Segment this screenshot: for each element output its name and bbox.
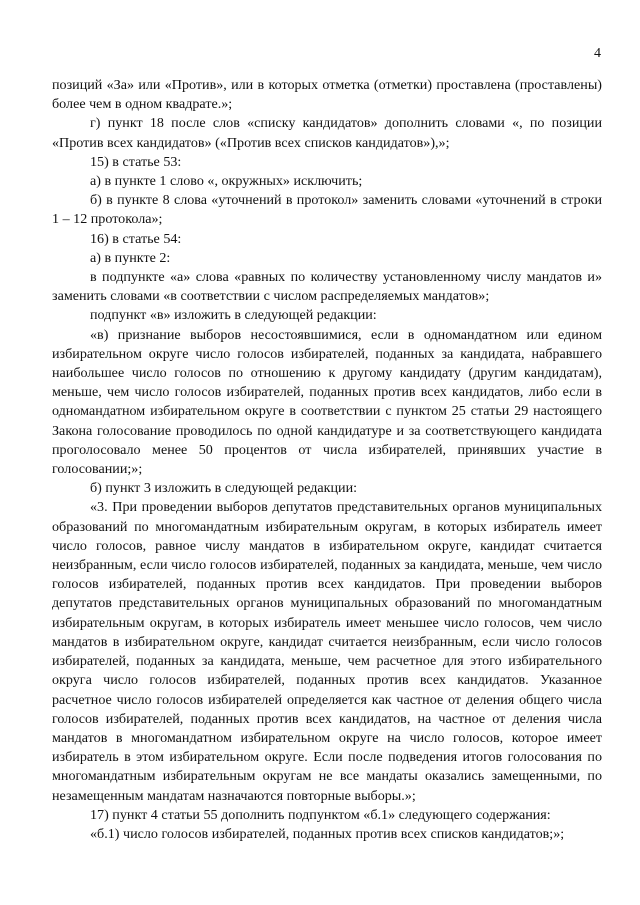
paragraph: «в) признание выборов несостоявшимися, если в одномандатном или едином избирательном округе число голосов избирателей, поданных за кандидата, набравшего наибольшее число голосов по отношению к другому кандидату (другим кандидатам), меньше, чем число голосов избирателей, поданных против всех кандидатов, либо если в одномандатном избирательном округе в соответствии с пунктом 25 статьи 29 настоящего Закона голосование проводилось по одной кандидатуре и за соответствующего кандидата проголосовало менее 50 процентов от числа избирателей, принявших участие в голосовании;»;	[52, 326, 602, 478]
paragraph: а) в пункте 2:	[90, 249, 171, 266]
document-body	[52, 76, 602, 844]
paragraph: позиций «За» или «Против», или в которых отметка (отметки) проставлена (проставлены) более чем в одном квадрате.»;	[52, 77, 602, 113]
page-number: 4	[594, 46, 601, 61]
paragraph: в подпункте «а» слова «равных по количеству установленному числу мандатов и» заменить словами «в соответствии с числом распределяемых мандатов»;	[52, 269, 602, 305]
paragraph: г) пункт 18 после слов «списку кандидатов» дополнить словами «, по позиции «Против всех кандидатов» («Против всех списков кандидатов»),»;	[52, 115, 602, 151]
paragraph: 17) пункт 4 статьи 55 дополнить подпунктом «б.1» следующего содержания:	[90, 806, 551, 823]
paragraph: подпункт «в» изложить в следующей редакции:	[90, 307, 377, 324]
paragraph: «3. При проведении выборов депутатов представительных органов муниципальных образований по многомандатным избирательным округам, в которых избиратель имеет число голосов, равное числу мандатов в избирательном округе, кандидат считается неизбранным, если число голосов избирателей, поданных за кандидата, меньше, чем число голосов избирателей, поданных против всех кандидатов. При проведении выборов депутатов представительных органов муниципальных образований по многомандатным избирательным округам, в которых избиратель имеет меньшее число голосов, чем число мандатов в избирательном округе, кандидат считается неизбранным, если число голосов избирателей, поданных за кандидата, меньше, чем расчетное для этого избирательного округа число голосов избирателей, поданных против всех кандидатов. Указанное расчетное число голосов избирателей определяется как частное от деления общего числа голосов избирателей, поданных против всех кандидатов, на частное от деления числа мандатов в многомандатном избирательном округе на число голосов, которое имеет избиратель в этом избирательном округе. Если после подведения итогов голосования по многомандатным избирательным округам не все мандаты оказались замещенными, по незамещенным мандатам назначаются повторные выборы.»;	[52, 499, 602, 804]
paragraph: 15) в статье 53:	[90, 153, 182, 170]
paragraph: «б.1) число голосов избирателей, поданных против всех списков кандидатов;»;	[90, 825, 565, 842]
paragraph: б) в пункте 8 слова «уточнений в протокол» заменить словами «уточнений в строки 1 – 12 протокола»;	[52, 192, 602, 228]
paragraph: 16) в статье 54:	[90, 230, 182, 247]
paragraph: а) в пункте 1 слово «, окружных» исключить;	[90, 173, 363, 190]
paragraph: б) пункт 3 изложить в следующей редакции:	[90, 480, 358, 497]
